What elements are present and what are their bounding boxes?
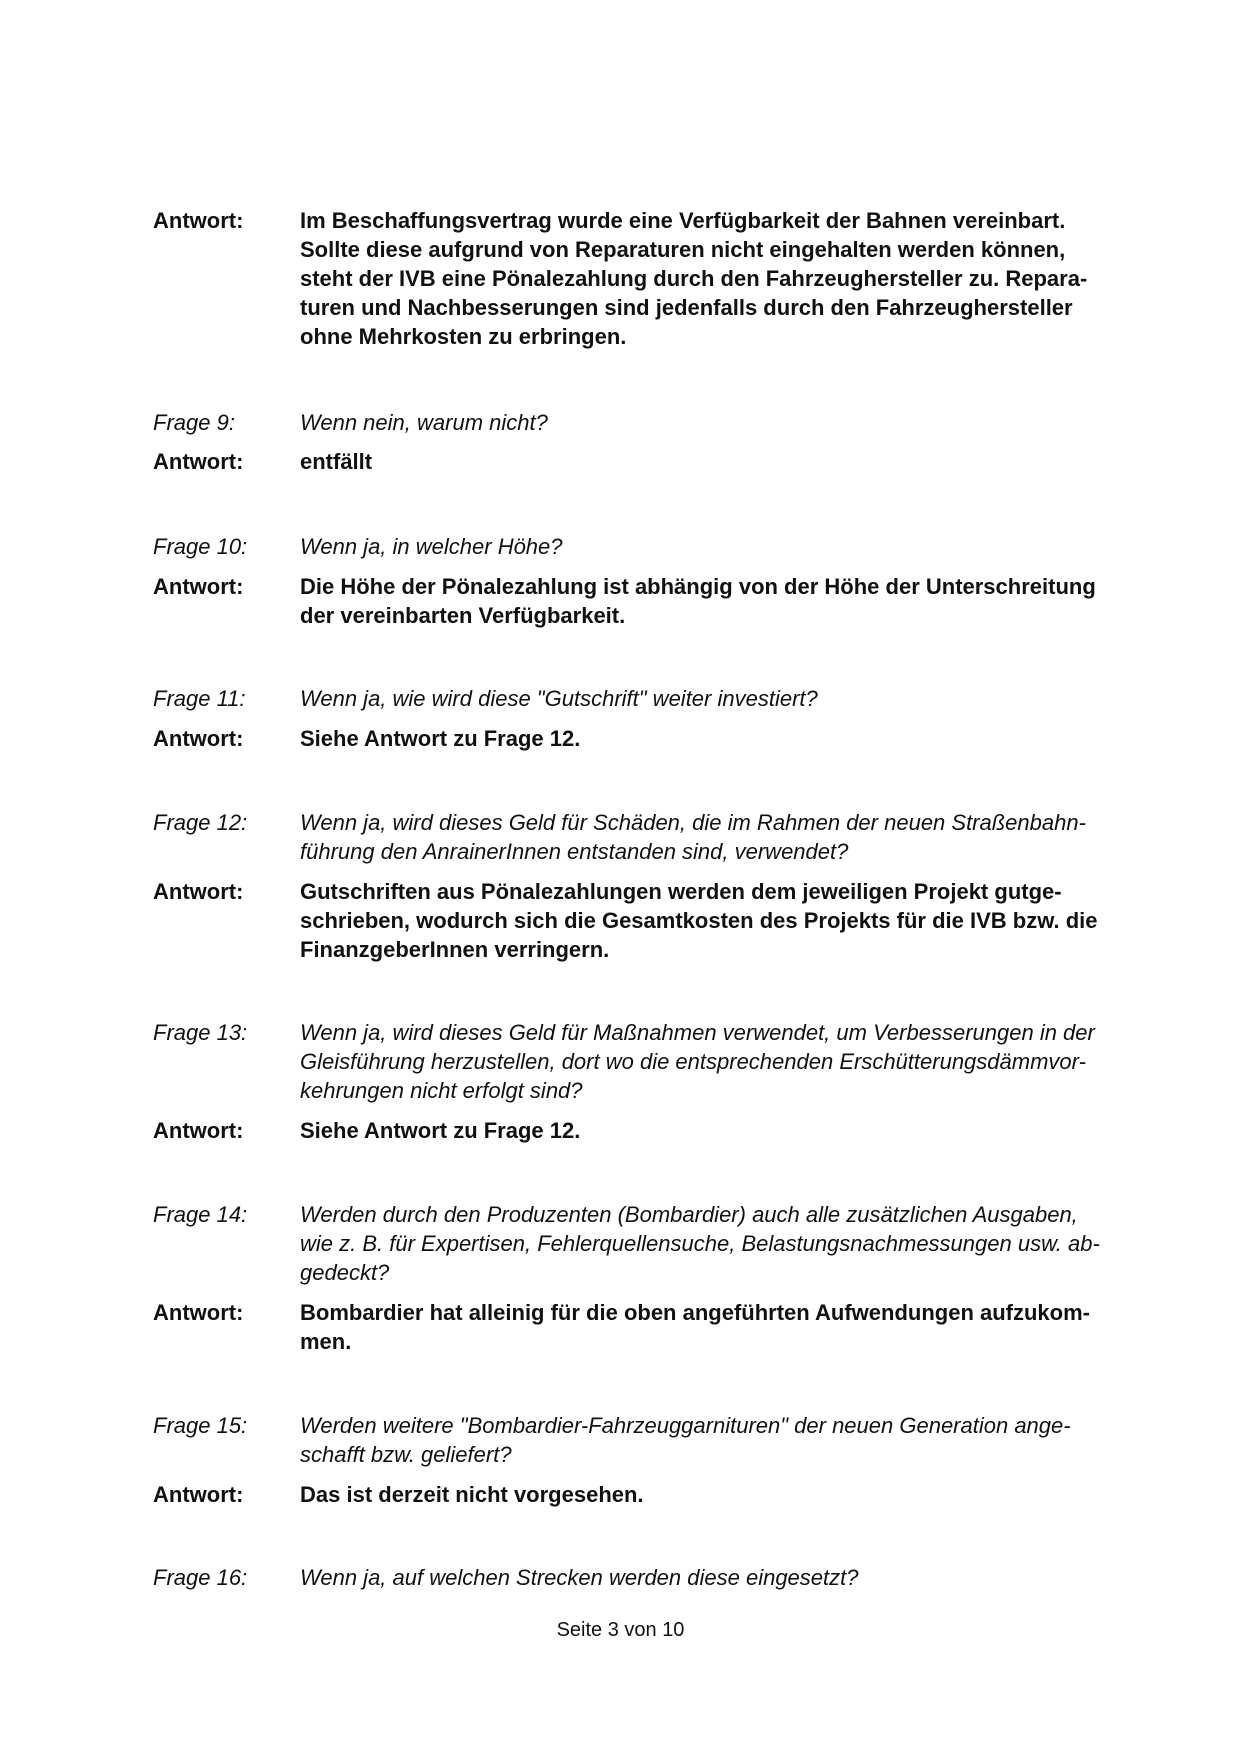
text-line: Wenn nein, warum nicht? (300, 410, 548, 435)
question-text (300, 808, 1133, 866)
answer-text (300, 572, 1133, 630)
answer-block (153, 447, 1133, 476)
answer-text (300, 1298, 1133, 1356)
answer-text (300, 1480, 1133, 1509)
question-text (300, 1018, 1133, 1105)
question-label: Frage 14: (153, 1202, 248, 1227)
answer-label: Antwort: (153, 726, 244, 751)
text-line: der vereinbarten Verfügbarkeit. (300, 603, 626, 628)
text-line: Siehe Antwort zu Frage 12. (300, 726, 581, 751)
text-line: führung den AnrainerInnen entstanden sind, verwendet? (300, 839, 849, 864)
text-line: turen und Nachbesserungen sind jedenfalls durch den Fahrzeughersteller (300, 295, 1073, 320)
answer-text (300, 877, 1133, 964)
question-text (300, 1411, 1133, 1469)
answer-label: Antwort: (153, 574, 244, 599)
text-line: Gleisführung herzustellen, dort wo die entsprechenden Erschütterungsdämmvor- (300, 1049, 1086, 1074)
text-line: Wenn ja, auf welchen Strecken werden diese eingesetzt? (300, 1565, 859, 1590)
answer-block (153, 206, 1133, 351)
question-block (153, 1563, 1133, 1592)
question-text (300, 1200, 1133, 1287)
answer-text (300, 447, 1133, 476)
answer-label: Antwort: (153, 1300, 244, 1325)
answer-label: Antwort: (153, 208, 244, 233)
question-label: Frage 11: (153, 686, 246, 711)
text-line: Das ist derzeit nicht vorgesehen. (300, 1482, 644, 1507)
page-number: Seite 3 von 10 (556, 1619, 685, 1641)
answer-block (153, 1116, 1133, 1145)
question-label: Frage 13: (153, 1020, 248, 1045)
answer-block (153, 1480, 1133, 1509)
question-block (153, 684, 1133, 713)
text-line: ohne Mehrkosten zu erbringen. (300, 324, 627, 349)
text-line: Wenn ja, in welcher Höhe? (300, 534, 563, 559)
text-line: FinanzgeberInnen verringern. (300, 937, 610, 962)
question-label: Frage 12: (153, 810, 248, 835)
question-label: Frage 9: (153, 410, 235, 435)
answer-block (153, 877, 1133, 964)
text-line: gedeckt? (300, 1260, 390, 1285)
text-line: kehrungen nicht erfolgt sind? (300, 1078, 583, 1103)
question-text (300, 408, 1133, 437)
text-line: Siehe Antwort zu Frage 12. (300, 1118, 581, 1143)
question-text (300, 1563, 1133, 1592)
question-text (300, 532, 1133, 561)
question-block (153, 408, 1133, 437)
answer-label: Antwort: (153, 1118, 244, 1143)
answer-text (300, 206, 1133, 351)
text-line: Werden durch den Produzenten (Bombardier) auch alle zusätzlichen Ausgaben, (300, 1202, 1078, 1227)
text-line: Im Beschaffungsvertrag wurde eine Verfügbarkeit der Bahnen vereinbart. (300, 208, 1066, 233)
text-line: steht der IVB eine Pönalezahlung durch den Fahrzeughersteller zu. Repara- (300, 266, 1088, 291)
question-block (153, 1018, 1133, 1105)
text-line: Bombardier hat alleinig für die oben angeführten Aufwendungen aufzukom- (300, 1300, 1090, 1325)
text-line: Werden weitere "Bombardier-Fahrzeuggarnituren" der neuen Generation ange- (300, 1413, 1071, 1438)
text-line: wie z. B. für Expertisen, Fehlerquellensuche, Belastungsnachmessungen usw. ab- (300, 1231, 1100, 1256)
question-label: Frage 10: (153, 534, 248, 559)
answer-block (153, 724, 1133, 753)
text-line: Wenn ja, wird dieses Geld für Schäden, die im Rahmen der neuen Straßenbahn- (300, 810, 1086, 835)
question-text (300, 684, 1133, 713)
answer-block (153, 1298, 1133, 1356)
answer-text (300, 1116, 1133, 1145)
answer-text (300, 724, 1133, 753)
text-line: men. (300, 1329, 352, 1354)
answer-label: Antwort: (153, 449, 244, 474)
text-line: entfällt (300, 449, 373, 474)
answer-label: Antwort: (153, 1482, 244, 1507)
text-line: Sollte diese aufgrund von Reparaturen nicht eingehalten werden können, (300, 237, 1066, 262)
text-line: schafft bzw. geliefert? (300, 1442, 512, 1467)
answer-label: Antwort: (153, 879, 244, 904)
text-line: Wenn ja, wie wird diese "Gutschrift" weiter investiert? (300, 686, 818, 711)
question-block (153, 1200, 1133, 1287)
answer-block (153, 572, 1133, 630)
question-label: Frage 15: (153, 1413, 248, 1438)
text-line: Wenn ja, wird dieses Geld für Maßnahmen verwendet, um Verbesserungen in der (300, 1020, 1095, 1045)
text-line: Gutschriften aus Pönalezahlungen werden dem jeweiligen Projekt gutge- (300, 879, 1062, 904)
question-label: Frage 16: (153, 1565, 248, 1590)
text-line: Die Höhe der Pönalezahlung ist abhängig von der Höhe der Unterschreitung (300, 574, 1096, 599)
question-block (153, 1411, 1133, 1469)
text-line: schrieben, wodurch sich die Gesamtkosten des Projekts für die IVB bzw. die (300, 908, 1098, 933)
question-block (153, 532, 1133, 561)
question-block (153, 808, 1133, 866)
